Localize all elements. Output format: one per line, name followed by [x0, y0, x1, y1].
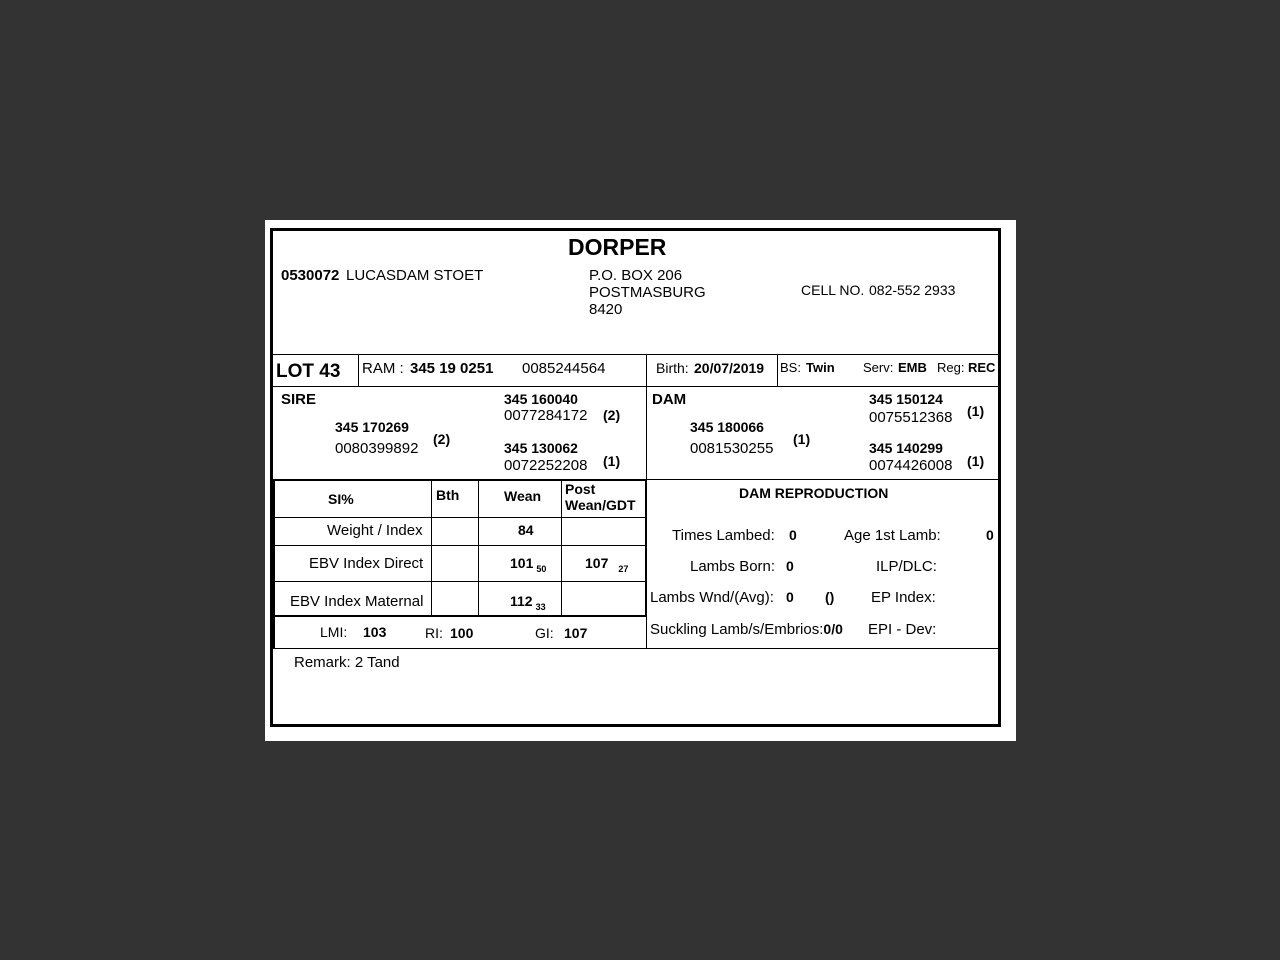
lot-number: LOT 43	[276, 361, 341, 382]
serv-label: Serv:	[863, 360, 894, 375]
divider	[358, 354, 359, 386]
divider	[273, 386, 999, 387]
times-lambed-label: Times Lambed:	[672, 527, 775, 544]
divider	[273, 479, 275, 649]
breeder-name: LUCASDAM STOET	[346, 267, 484, 284]
reg-value: REC	[968, 360, 996, 375]
wean-direct-value: 101 $_{50}$	[510, 555, 547, 574]
divider	[646, 354, 647, 479]
address-line-1: P.O. BOX 206	[589, 267, 683, 284]
ram-label: RAM :	[362, 360, 404, 377]
divider	[273, 615, 646, 617]
ilp-dlc-label: ILP/DLC:	[876, 558, 937, 575]
wean-weight-value: 84	[518, 522, 534, 538]
age-first-lamb-label: Age 1st Lamb:	[844, 527, 941, 544]
dam-sire-id: 345 150124	[869, 391, 943, 407]
dam-reproduction-title: DAM REPRODUCTION	[739, 485, 889, 501]
dam-mark: (1)	[793, 431, 811, 447]
divider	[273, 545, 645, 546]
age-first-lamb-value: 0	[986, 527, 994, 543]
card-frame	[270, 228, 1001, 727]
divider	[646, 479, 999, 480]
lambs-born-value: 0	[786, 558, 794, 574]
post-header-2: Wean/GDT	[565, 497, 636, 513]
suckling-label: Suckling Lamb/s/Embrios:0/0	[650, 621, 843, 638]
dam-id: 345 180066	[690, 419, 764, 435]
dam-label: DAM	[652, 391, 687, 408]
sire-sire-id: 345 160040	[504, 391, 578, 407]
sire-number: 0080399892	[335, 440, 419, 457]
sire-mark: (2)	[433, 431, 451, 447]
divider	[273, 648, 999, 649]
breeder-code: 0530072	[281, 267, 340, 284]
row-label-maternal: EBV Index Maternal	[290, 593, 424, 610]
divider	[645, 479, 647, 616]
lambs-weaned-value: 0	[786, 589, 794, 605]
row-label-weight: Weight / Index	[327, 522, 423, 539]
divider	[273, 581, 645, 582]
wean-maternal-value: 112 $_{33}$	[510, 593, 546, 612]
cell-label: CELL NO.	[801, 282, 865, 298]
reg-label: Reg:	[937, 360, 965, 375]
bth-header: Bth	[436, 487, 460, 503]
times-lambed-value: 0	[789, 527, 797, 543]
post-direct-value: 107 $_{27}$	[585, 555, 629, 574]
lambs-weaned-label: Lambs Wnd/(Avg):	[650, 589, 774, 606]
breed-title: DORPER	[568, 234, 667, 260]
bs-value: Twin	[806, 360, 835, 375]
dam-number: 0081530255	[690, 440, 774, 457]
sire-dam-id: 345 130062	[504, 440, 578, 456]
ri-label: RI:	[425, 625, 443, 641]
ram-id: 345 19 0251	[410, 360, 494, 377]
address-line-3: 8420	[589, 301, 623, 318]
lambs-born-label: Lambs Born:	[690, 558, 776, 575]
row-label-direct: EBV Index Direct	[309, 555, 424, 572]
birth-label: Birth:	[656, 360, 689, 376]
sire-sire-mark: (2)	[603, 407, 621, 423]
ram-number: 0085244564	[522, 360, 606, 377]
lmi-value: 103	[363, 624, 387, 640]
divider	[431, 479, 432, 616]
sire-id: 345 170269	[335, 419, 409, 435]
remark: Remark: 2 Tand	[294, 654, 400, 671]
epi-dev-label: EPI - Dev:	[868, 621, 937, 638]
ep-index-label: EP Index:	[871, 589, 936, 606]
dam-sire-mark: (1)	[967, 403, 985, 419]
sire-sire-number: 0077284172	[504, 407, 588, 424]
address-line-2: POSTMASBURG	[589, 284, 706, 301]
dam-dam-number: 0074426008	[869, 457, 953, 474]
wean-header: Wean	[504, 488, 542, 504]
sire-label: SIRE	[281, 391, 317, 408]
bs-label: BS:	[780, 360, 801, 375]
dam-dam-mark: (1)	[967, 453, 985, 469]
lambs-weaned-avg: ()	[825, 589, 835, 605]
divider	[646, 616, 647, 649]
divider	[777, 354, 778, 386]
gi-value: 107	[564, 625, 588, 641]
si-header: SI%	[328, 491, 354, 507]
sire-dam-number: 0072252208	[504, 457, 588, 474]
ri-value: 100	[450, 625, 474, 641]
divider	[561, 479, 562, 616]
gi-label: GI:	[535, 625, 554, 641]
cell-value: 082-552 2933	[869, 282, 956, 298]
birth-date: 20/07/2019	[694, 360, 765, 376]
sire-dam-mark: (1)	[603, 453, 621, 469]
divider	[273, 517, 645, 518]
lmi-label: LMI:	[320, 624, 348, 640]
dam-dam-id: 345 140299	[869, 440, 943, 456]
serv-value: EMB	[898, 360, 927, 375]
post-header: Post	[565, 481, 596, 497]
sale-lot-card	[265, 220, 1016, 741]
divider	[273, 354, 999, 355]
divider	[478, 479, 479, 616]
dam-sire-number: 0075512368	[869, 409, 953, 426]
